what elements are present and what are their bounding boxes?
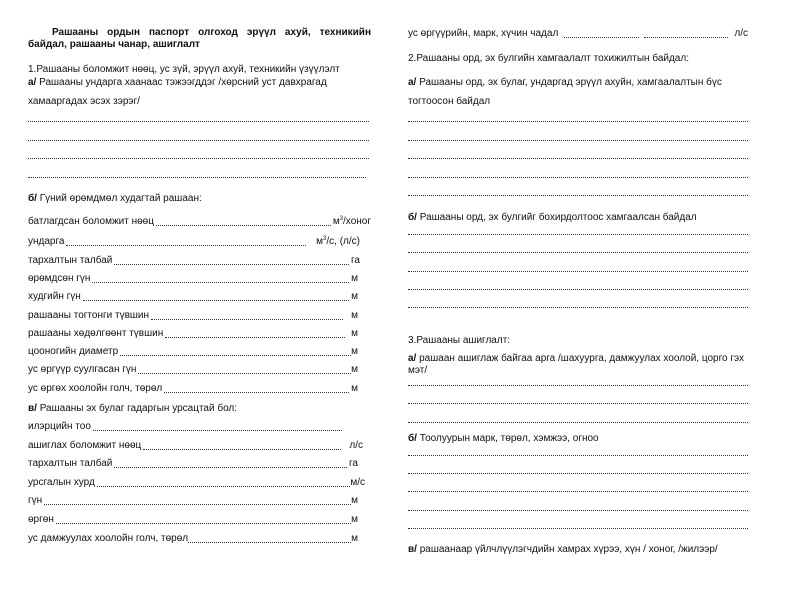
section-2a-line2: тогтоосон байдал [408,96,491,107]
blank-line[interactable] [28,121,369,122]
blank-line[interactable] [28,140,369,141]
field-unit: л/с [349,440,363,451]
field-label: өрөмдсөн гүн [28,273,91,284]
field-row [28,533,358,545]
blank-line[interactable] [408,385,748,386]
field-label: рашааны тогтонги түвшин [28,310,150,321]
field-unit: га [351,255,360,266]
field-unit: м [351,346,358,357]
blank-line[interactable] [408,473,748,474]
blank-line[interactable] [644,37,729,38]
field-row [28,495,358,507]
field-unit: $м^3/с$, (л/с) [316,236,360,247]
field-unit: $м^3$/хоног [332,216,371,227]
blank-line[interactable] [408,234,748,235]
field-unit: м [351,495,358,506]
blank-line[interactable] [93,430,342,431]
field-label: цооногийн диаметр [28,346,119,357]
section-1-heading: 1.Рашааны боломжит нөөц, ус зүй, эрүүл ахуй, техникийн үзүүлэлт [28,64,340,75]
field-label: рашааны хөдөлгөөнт түвшин [28,328,164,339]
field-label: батлагдсан боломжит нөөц [28,216,154,227]
section-2a-prefix: а/ [408,77,417,88]
field-label: илэрцийн тоо [28,421,91,432]
field-row [28,458,358,470]
blank-line[interactable] [564,37,638,38]
section-3v-text [408,544,718,556]
blank-line[interactable] [165,337,345,338]
blank-line[interactable] [408,403,748,404]
blank-line[interactable] [408,455,748,456]
field-unit: м [351,533,358,544]
section-1v-label: Рашааны эх булаг гадаргын урсацтай бол: [36,403,238,414]
blank-line[interactable] [114,467,347,468]
blank-line[interactable] [138,373,351,374]
field-row [28,328,358,340]
blank-line[interactable] [408,177,748,178]
field-row [28,477,365,489]
field-label: ундарга [28,236,65,247]
blank-line[interactable] [83,300,349,301]
blank-line[interactable] [408,307,748,308]
field-label: ус дамжуулах хоолойн голч, төрөл [28,533,189,544]
section-1a-line1: Рашааны ундарга хаанаас тэжээгддэг /хөрсний уст давхрагад [36,77,327,88]
field-row [28,364,358,376]
field-row [28,273,358,285]
field-label: тархалтын талбай [28,255,113,266]
section-1a-line2: хамааргадах эсэх зэрэг/ [28,96,140,107]
field-label: ус өргүүрийн, марк, хүчин чадал [408,28,559,39]
blank-line[interactable] [408,528,748,529]
section-3-heading: 3.Рашааны ашиглалт: [408,335,511,346]
field-row [28,291,358,303]
blank-line[interactable] [408,510,748,511]
blank-line[interactable] [408,252,748,253]
blank-line[interactable] [56,523,351,524]
field-row [28,255,360,267]
field-unit: м [351,364,358,375]
field-label: өргөн [28,514,54,525]
field-label: ус өргүүр суулгасан гүн [28,364,137,375]
field-row [28,346,358,358]
blank-line[interactable] [408,491,748,492]
blank-line[interactable] [408,158,748,159]
field-row [28,421,344,433]
field-row [28,236,360,248]
pump-row [408,28,748,40]
section-2a-line1: Рашааны орд, эх булаг, ундаргад эрүүл ахуйн, хамгаалалтын бүс [416,77,722,88]
section-2a-text [408,77,722,89]
blank-line[interactable] [156,225,331,226]
field-unit: м [351,383,358,394]
blank-line[interactable] [120,355,351,356]
field-row [28,216,371,228]
field-label: урсгалын хурд [28,477,95,488]
blank-line[interactable] [408,121,748,122]
section-1v-prefix: в/ [28,403,37,414]
blank-line[interactable] [408,271,748,272]
field-label: худгийн гүн [28,291,81,302]
section-1v-text [28,403,237,415]
blank-line[interactable] [28,158,369,159]
field-row [28,440,363,452]
section-3b-text [408,433,599,445]
field-unit: м [351,328,358,339]
section-2-heading: 2.Рашааны орд, эх булгийн хамгаалалт тохижилтын байдал: [408,53,689,64]
blank-line[interactable] [114,264,349,265]
field-unit: м/с [350,477,365,488]
field-unit: м [351,514,358,525]
section-1b-label: Гүний өрөмдмөл худагтай рашаан: [36,193,202,204]
blank-line[interactable] [44,504,351,505]
field-label: гүн [28,495,43,506]
section-1a-text [28,77,327,89]
field-unit: га [349,458,358,469]
field-label: ашиглах боломжит нөөц [28,440,142,451]
field-row [28,383,358,395]
field-label: ус өргөх хоолойн голч, төрөл [28,383,163,394]
blank-line[interactable] [151,319,343,320]
field-unit: м [351,273,358,284]
section-3a-label: рашаан ашиглаж байгаа арга /шахуурга, дамжуулах хоолой, цорго гэх мэт/ [408,353,744,376]
blank-line[interactable] [408,289,748,290]
section-2b-text [408,212,697,224]
blank-line[interactable] [66,245,306,246]
blank-line[interactable] [188,542,351,543]
document-title: Рашааны ордын паспорт олгоход эрүүл ахуй, техникийн байдал, рашааны чанар, ашиглалт [28,27,371,50]
section-3v-prefix: в/ [408,544,417,555]
section-1b-text [28,193,202,205]
blank-line[interactable] [408,422,748,423]
field-row [28,514,358,526]
field-unit: м [351,310,358,321]
field-unit: л/с [734,28,748,39]
field-row [28,310,358,322]
section-2b-prefix: б/ [408,212,417,223]
section-3b-prefix: б/ [408,433,417,444]
blank-line[interactable] [97,486,351,487]
section-3v-label: рашаанаар үйлчлүүлэгчдийн хамрах хүрээ, хүн / хоног, /жилээр/ [416,544,718,555]
section-1a-prefix: а/ [28,77,37,88]
section-2b-label: Рашааны орд, эх булгийг бохирдолтоос хамгаалсан байдал [416,212,697,223]
blank-line[interactable] [28,177,366,178]
blank-line[interactable] [143,449,341,450]
section-3b-label: Тоолуурын марк, төрөл, хэмжээ, огноо [416,433,599,444]
section-3a-text [408,353,753,377]
field-label: тархалтын талбай [28,458,113,469]
field-unit: м [351,291,358,302]
blank-line[interactable] [408,195,748,196]
blank-line[interactable] [92,282,349,283]
section-3a-prefix: а/ [408,353,417,364]
blank-line[interactable] [164,392,349,393]
blank-line[interactable] [408,140,748,141]
section-1b-prefix: б/ [28,193,37,204]
